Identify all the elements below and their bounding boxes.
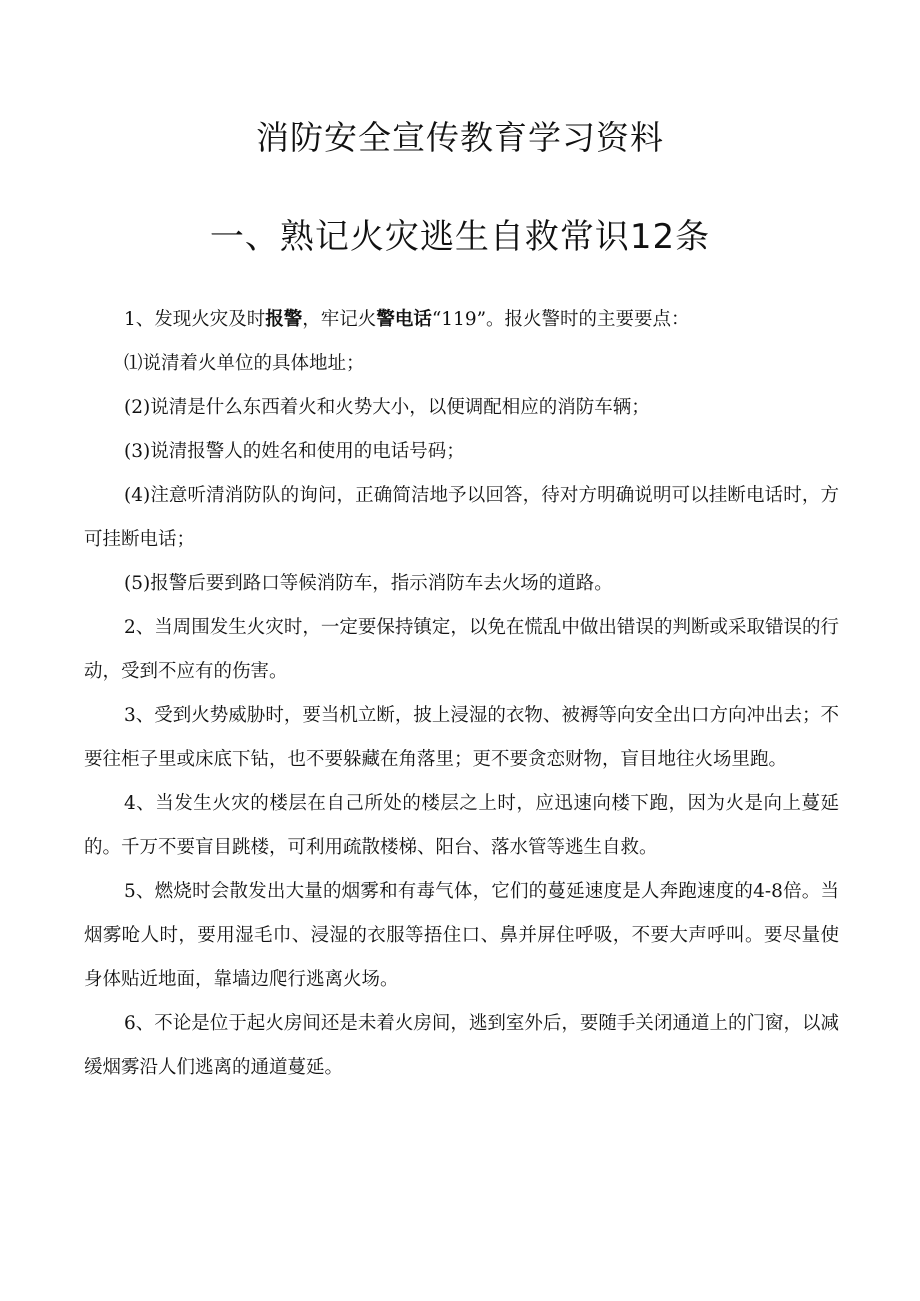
item-1-text-b: ，牢记火 [302,309,377,330]
item-1-text-a: 1、发现火灾及时 [124,309,266,330]
sub-point-5: (5)报警后要到路口等候消防车，指示消防车去火场的道路。 [124,573,613,594]
item-1-paragraph [84,298,839,342]
item-6-paragraph: 6、不论是位于起火房间还是未着火房间，逃到室外后，要随手关闭通道上的门窗，以减缓烟雾沿人们逃离的通道蔓延。 [84,1013,839,1078]
item-1-bold-phone: 警电话 [376,309,432,330]
item-5-paragraph: 5、燃烧时会散发出大量的烟雾和有毒气体，它们的蔓延速度是人奔跑速度的4-8倍。当烟雾呛人时，要用湿毛巾、浸湿的衣服等捂住口、鼻并屏住呼吸，不要大声呼叫。要尽量使身体贴近地面，靠墙边爬行逃离火场。 [84,881,839,990]
item-4-paragraph: 4、当发生火灾的楼层在自己所处的楼层之上时，应迅速向楼下跑，因为火是向上蔓延的。千万不要盲目跳楼，可利用疏散楼梯、阳台、落水管等逃生自救。 [84,793,839,858]
document-body [84,298,839,1090]
sub-point-2: (2)说清是什么东西着火和火势大小，以便调配相应的消防车辆； [124,397,650,418]
item-1-bold-report: 报警 [265,309,303,330]
sub-point-1: ⑴说清着火单位的具体地址； [124,353,365,374]
document-title: 消防安全宣传教育学习资料 [256,118,664,157]
sub-point-4: (4)注意听清消防队的询问，正确简洁地予以回答，待对方明确说明可以挂断电话时，方可挂断电话； [84,485,839,550]
item-2-paragraph: 2、当周围发生火灾时，一定要保持镇定，以免在慌乱中做出错误的判断或采取错误的行动，受到不应有的伤害。 [84,617,839,682]
item-1-text-c: “119”。报火警时的主要要点： [431,309,690,330]
section-title: 一、熟记火灾逃生自救常识12条 [209,217,711,257]
sub-point-3: (3)说清报警人的姓名和使用的电话号码； [124,441,465,462]
item-3-paragraph: 3、受到火势威胁时，要当机立断，披上浸湿的衣物、被褥等向安全出口方向冲出去；不要往柜子里或床底下钻，也不要躲藏在角落里；更不要贪恋财物，盲目地往火场里跑。 [84,705,839,770]
